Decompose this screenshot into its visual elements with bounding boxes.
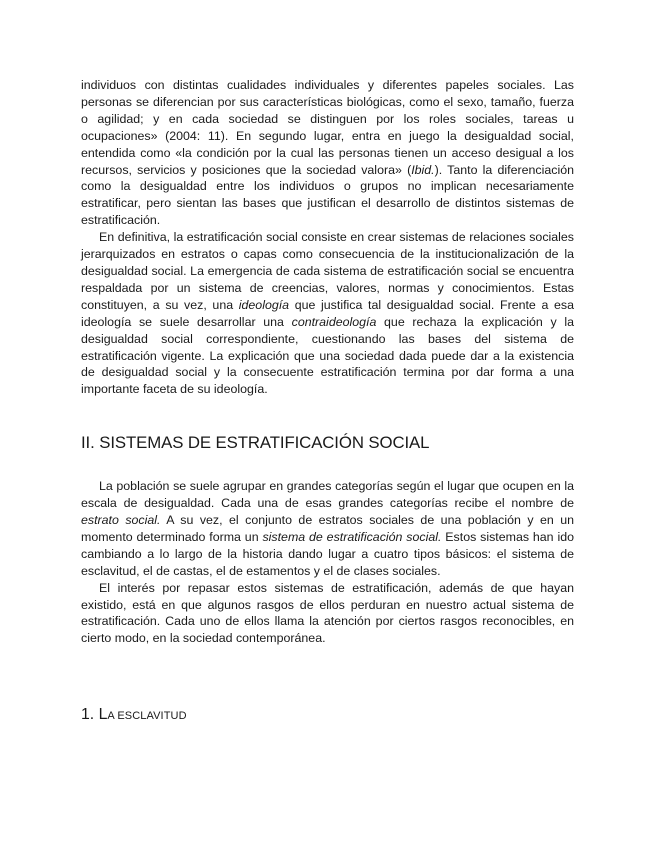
italic-text: Ibid.	[411, 162, 435, 177]
text-run: que justifica tal desigualdad social. Frente a esa ideología se suele desarrollar una	[81, 297, 574, 329]
text-run: En definitiva, la estratificación social consiste en crear sistemas de relaciones sociales jerarquizados en estratos o capas como consecuencia de la institucionalización de la desigualdad social. La emergencia de cada sistema de estratificación social se encuentra respaldada por un sistema de creencias, valores, normas y conocimientos. Estas constituyen, a su vez, una	[81, 230, 574, 312]
italic-text: contraideología	[291, 314, 377, 329]
text-run: ). Tanto la diferenciación como la desigualdad entre los individuos o grupos no implican necesariamente estratificar, pero sientan las bases que justifican el desarrollo de distintos sistemas de estratificación.	[81, 162, 574, 228]
paragraph	[81, 580, 574, 648]
paragraph	[81, 478, 574, 579]
text-run: La población se suele agrupar en grandes categorías según el lugar que ocupen en la escala de desigualdad. Cada una de esas grandes categorías recibe el nombre de	[81, 479, 574, 511]
italic-text: ideología	[238, 297, 290, 312]
text-run: A su vez, el conjunto de estratos sociales de una población y en un momento determinado forma un	[81, 513, 574, 544]
text-run: Estos sistemas han ido cambiando a lo largo de la historia dando lugar a cuatro tipos básicos: el sistema de esclavitud, el de castas, el de estamentos y el de clases sociales.	[81, 529, 574, 578]
subsection-initial: L	[98, 706, 108, 724]
section-heading: II. SISTEMAS DE ESTRATIFICACIÓN SOCIAL	[81, 433, 430, 453]
text-run: individuos con distintas cualidades individuales y diferentes papeles sociales. Las personas se diferencian por sus características biológicas, como el sexo, tamaño, fuerza o agilidad; y en cada sociedad se distinguen por los roles sociales, tareas u ocupaciones» (2004: 11). En segundo lugar, entra en juego la desigualdad social, entendida como «la condición por la cual las personas tienen un acceso desigual a los recursos, servicios y posiciones que la sociedad valora» (	[81, 78, 574, 177]
document-page	[81, 77, 574, 726]
italic-text: estrato social.	[81, 513, 161, 528]
paragraph	[81, 77, 574, 229]
subsection-title-rest: A ESCLAVITUD	[107, 710, 187, 723]
subsection-number: 1.	[81, 706, 95, 724]
text-run: que rechaza la explicación y la desigualdad social correspondiente, cuestionando las bases del sistema de estratificación vigente. La explicación que una sociedad dada puede dar a la existencia de desigualdad social y la consecuente estratificación termina por dar forma a una importante faceta de su ideología.	[81, 314, 574, 397]
italic-text: sistema de estratificación social.	[262, 529, 442, 544]
paragraph	[81, 229, 574, 398]
subsection-heading	[81, 705, 574, 726]
text-run: El interés por repasar estos sistemas de estratificación, además de que hayan existido, está en que algunos rasgos de ellos perduran en nuestro actual sistema de estratificación. Cada uno de ellos llama la atención por ciertos rasgos reconocibles, en cierto modo, en la sociedad contemporánea.	[81, 580, 574, 646]
